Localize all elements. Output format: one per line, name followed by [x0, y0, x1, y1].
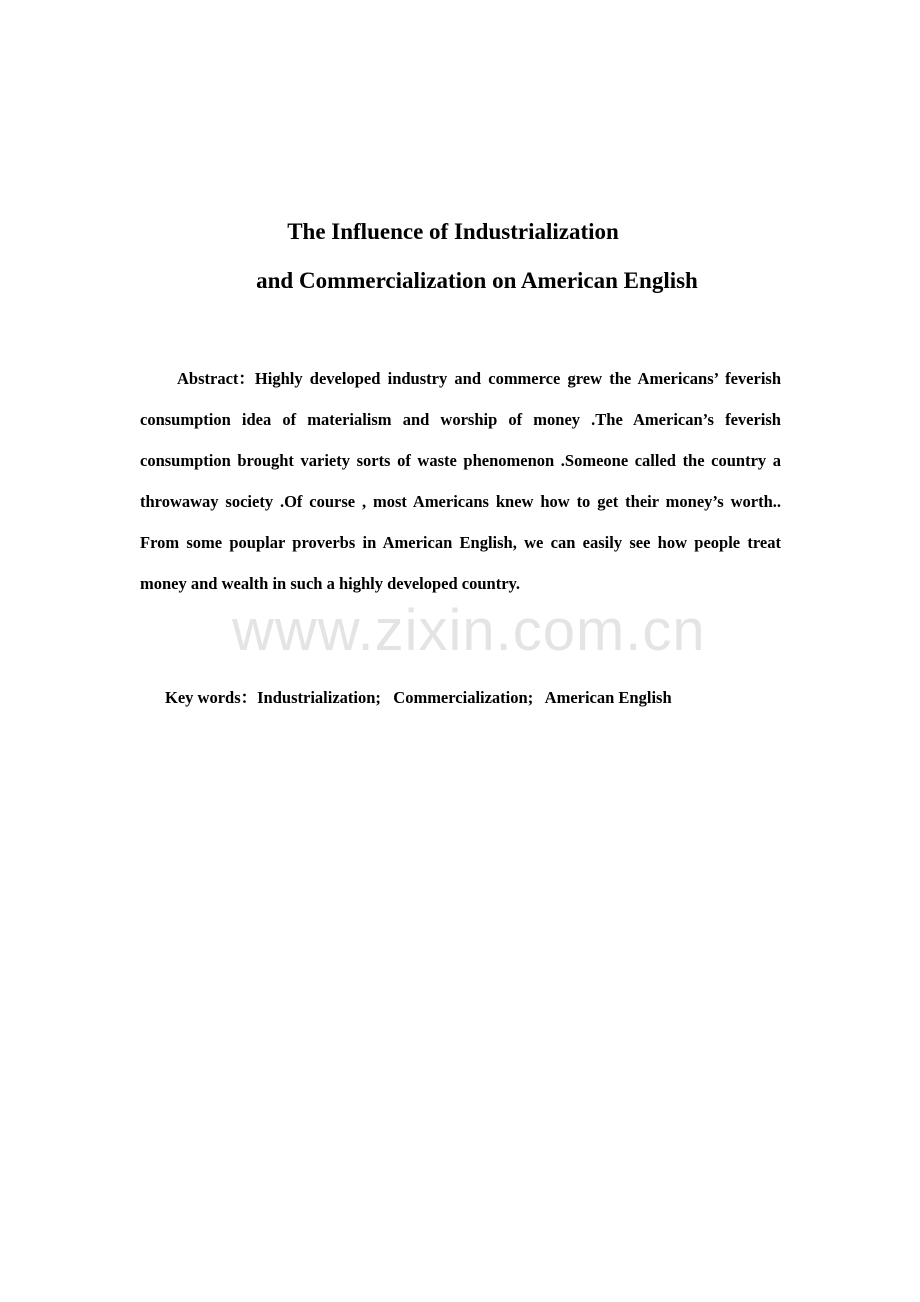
- keyword-item: American English: [544, 688, 672, 707]
- abstract-text: Highly developed industry and commerce grew the Americans’ feverish consumption idea of materialism and worship of money .The American’s feverish consumption brought variety sorts of waste phenomenon .Someone called the country a throwaway society .Of course , most Americans knew how to get their money’s worth.. From some pouplar proverbs in American English, we can easily see how people treat money and wealth in such a highly developed country.: [140, 369, 781, 593]
- title-line-1: The Influence of Industrialization: [287, 219, 619, 244]
- keyword-item: Industrialization;: [257, 688, 381, 707]
- keywords-label: Key words：: [165, 688, 258, 707]
- keyword-item: Commercialization;: [393, 688, 534, 707]
- abstract-paragraph: [140, 358, 781, 604]
- watermark: www.zixin.com.cn: [232, 598, 706, 663]
- keywords-line: [165, 684, 672, 712]
- title-line-2: and Commercialization on American English: [256, 268, 698, 293]
- abstract-label: Abstract：: [177, 369, 255, 388]
